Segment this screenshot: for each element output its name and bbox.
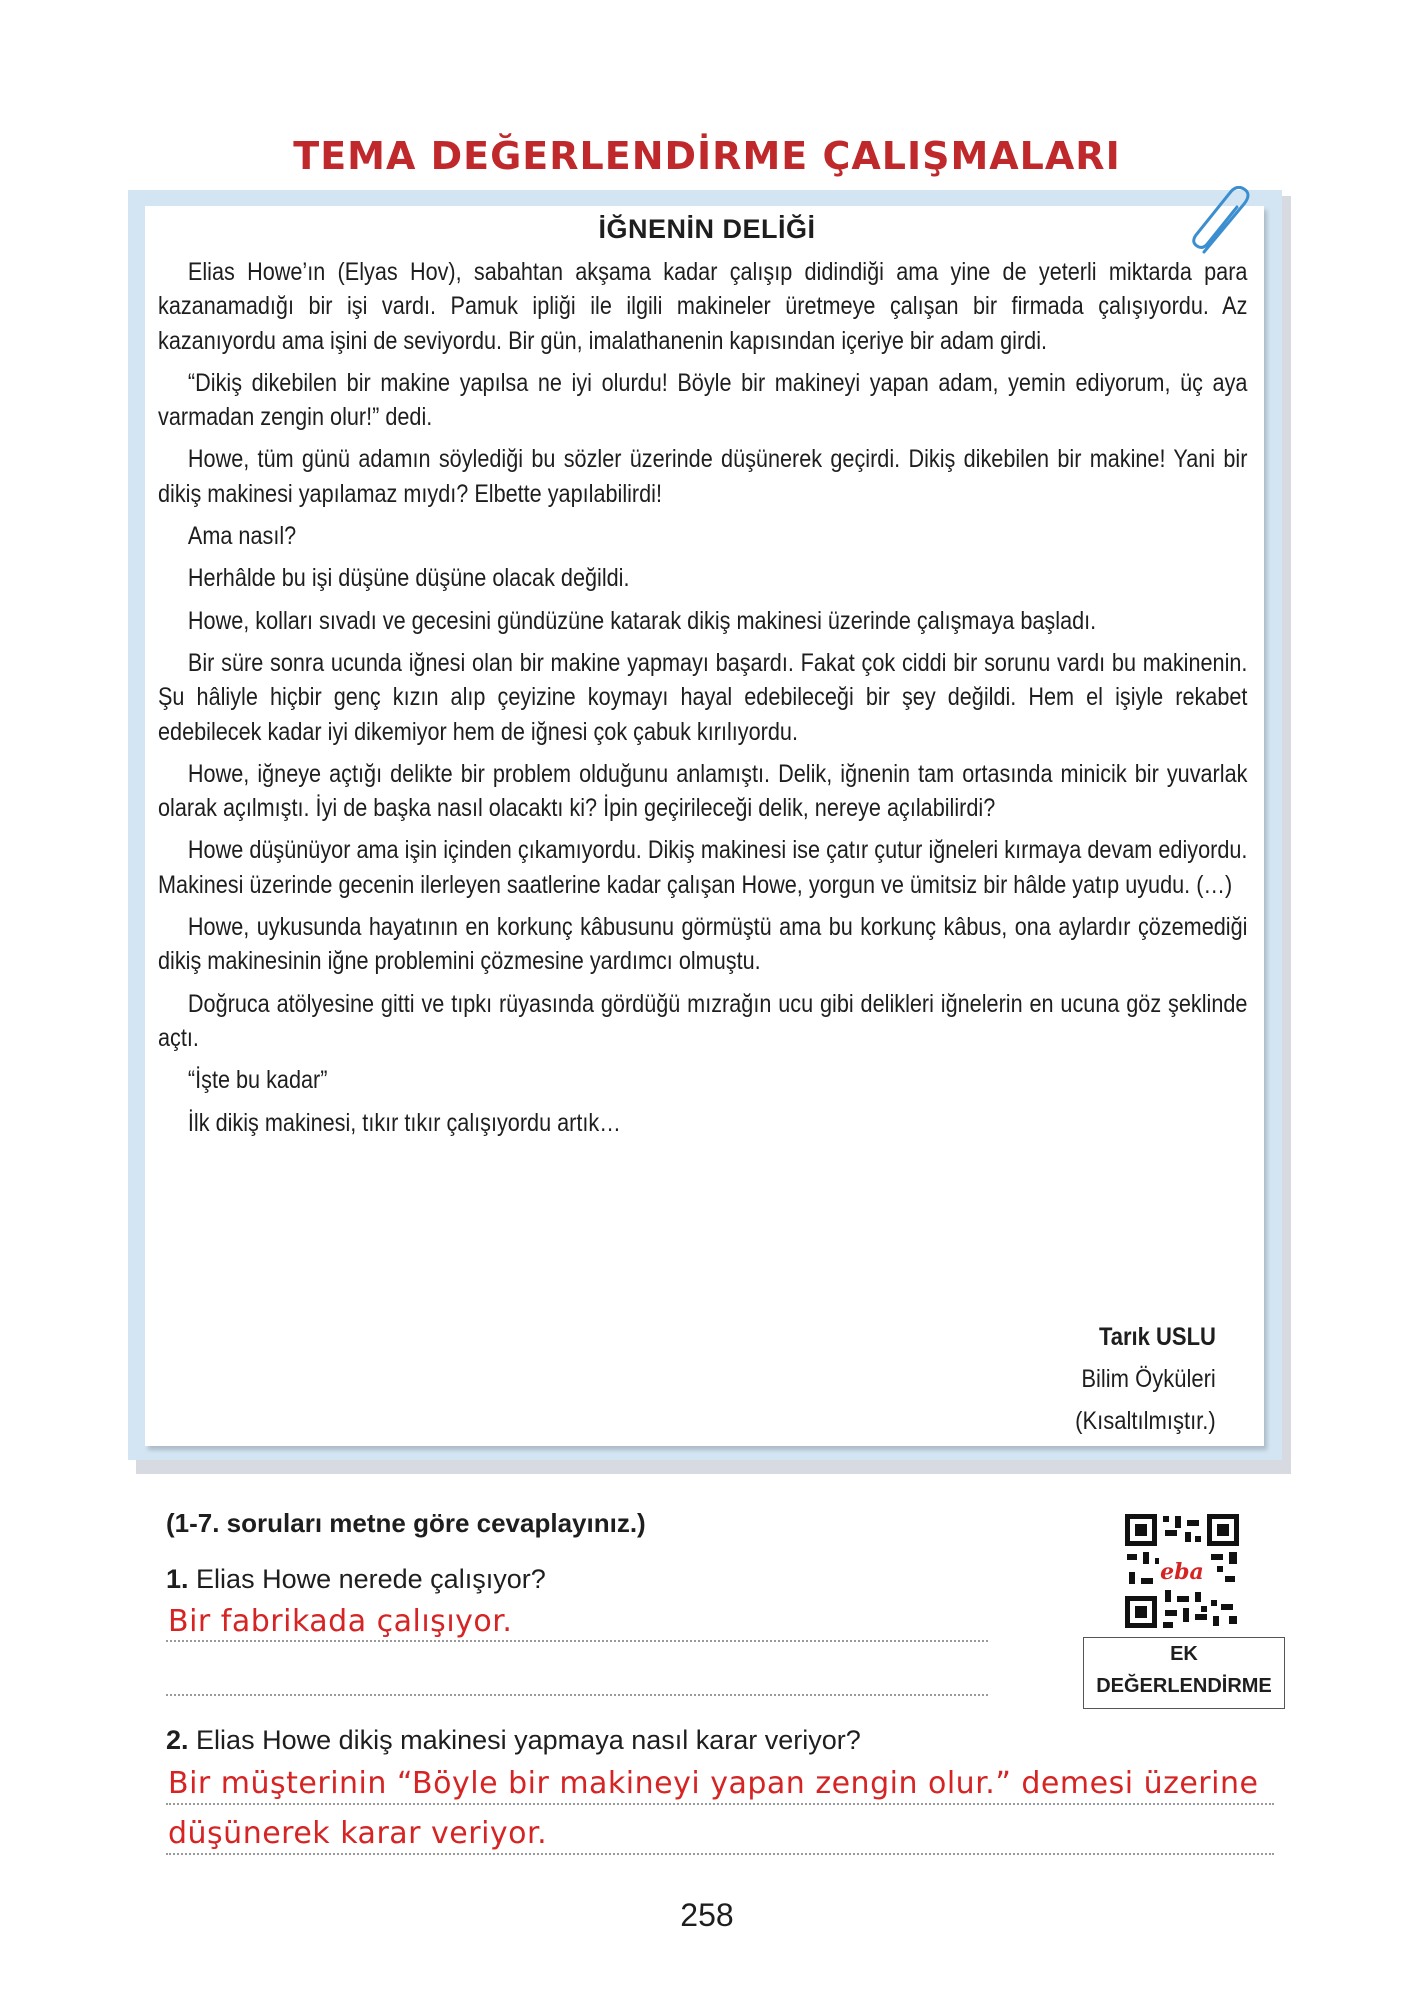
page-title: TEMA DEĞERLENDİRME ÇALIŞMALARI xyxy=(293,134,1121,178)
story-paragraph: “İşte bu kadar” xyxy=(187,1067,328,1095)
ek-box-line-2: DEĞERLENDİRME xyxy=(1096,1675,1272,1697)
story-source: Bilim Öyküleri xyxy=(1081,1365,1216,1393)
story-paragraph: Howe düşünüyor ama işin içinden çıkamıyordu. Dikiş makinesi ise çatır çutur iğneleri kırmaya devam ediyordu. Makinesi üzerinde gecenin ilerleyen saatlerine kadar çalışan Howe, yorgun ve ümitsiz bir hâlde yatıp uyudu. (…) xyxy=(158,837,1248,899)
story-author: Tarık USLU xyxy=(1099,1323,1216,1351)
story-paragraph: Howe, uykusunda hayatının en korkunç kâbusunu görmüştü ama bu korkunç kâbus, ona aylardır çözemediği dikiş makinesinin iğne problemini çözmesine yardımcı olmuştu. xyxy=(158,914,1248,976)
story-body xyxy=(158,256,1248,1149)
question-text: Elias Howe dikiş makinesi yapmaya nasıl karar veriyor? xyxy=(196,1725,861,1755)
story-paragraph: Ama nasıl? xyxy=(187,523,297,551)
answer-1-line-1[interactable]: Bir fabrikada çalışıyor. xyxy=(168,1604,513,1639)
question-2 xyxy=(166,1725,861,1756)
story-paragraph: Herhâlde bu işi düşüne düşüne olacak değildi. xyxy=(187,565,630,593)
story-paragraph: Doğruca atölyesine gitti ve tıpkı rüyasında gördüğü mızrağın ucu gibi delikleri iğnelerin en ucuna göz şeklinde açtı. xyxy=(158,990,1248,1052)
story-title: İĞNENİN DELİĞİ xyxy=(598,214,816,244)
instructions: (1-7. soruları metne göre cevaplayınız.) xyxy=(166,1508,646,1538)
question-number: 1. xyxy=(166,1564,189,1594)
answer-2-line-2[interactable]: düşünerek karar veriyor. xyxy=(168,1816,548,1851)
story-paragraph: Elias Howe’ın (Elyas Hov), sabahtan akşama kadar çalışıp didindiği ama yine de yeterli miktarda para kazanamadığı bir işi vardı. Pamuk ipliği ile ilgili makineler üretmeye çalışan bir firmada çalışıyordu. Az kazanıyordu ama işini de seviyordu. Bir gün, imalathanenin kapısından içeriye bir adam girdi. xyxy=(158,259,1248,355)
answer-line xyxy=(166,1853,1274,1855)
qr-code-icon[interactable] xyxy=(1125,1514,1239,1628)
story-paragraph: Howe, kolları sıvadı ve gecesini gündüzüne katarak dikiş makinesi üzerinde çalışmaya başladı. xyxy=(187,607,1097,635)
story-note: (Kısaltılmıştır.) xyxy=(1075,1407,1216,1435)
ek-degerlendirme-box[interactable] xyxy=(1083,1637,1285,1709)
story-paragraph: Howe, iğneye açtığı delikte bir problem olduğunu anlamıştı. Delik, iğnenin tam ortasında minicik bir yuvarlak olarak açılmıştı. İyi de başka nasıl olacaktı ki? İpin geçirileceği delik, nereye açılabilirdi? xyxy=(158,760,1248,823)
answer-line xyxy=(166,1640,988,1642)
story-paragraph: Howe, tüm günü adamın söylediği bu sözler üzerinde düşünerek geçirdi. Dikiş dikebilen bir makine! Yani bir dikiş makinesi yapılamaz mıydı? Elbette yapılabilirdi! xyxy=(158,446,1248,508)
page-number: 258 xyxy=(680,1897,734,1933)
story-paragraph: İlk dikiş makinesi, tıkır tıkır çalışıyordu artık… xyxy=(187,1109,621,1137)
question-number: 2. xyxy=(166,1725,189,1755)
eba-logo: eba xyxy=(1160,1559,1204,1585)
answer-2-line-1[interactable]: Bir müşterinin “Böyle bir makineyi yapan zengin olur.” demesi üzerine xyxy=(168,1766,1259,1801)
question-1 xyxy=(166,1564,546,1595)
answer-line xyxy=(166,1803,1274,1805)
question-text: Elias Howe nerede çalışıyor? xyxy=(196,1564,546,1594)
ek-box-line-1: EK xyxy=(1170,1643,1198,1665)
story-paragraph: “Dikiş dikebilen bir makine yapılsa ne iyi olurdu! Böyle bir makineyi yapan adam, yemin ediyorum, üç aya varmadan zengin olur!” dedi. xyxy=(158,369,1248,432)
story-paragraph: Bir süre sonra ucunda iğnesi olan bir makine yapmayı başardı. Fakat çok ciddi bir sorunu vardı bu makinenin. Şu hâliyle hiçbir genç kızın alıp çeyizine koymayı hayal edebileceği bir şey değildi. Hem el işiyle rekabet edebilecek kadar iyi dikemiyor hem de iğnesi çok çabuk kırılıyordu. xyxy=(158,649,1248,746)
answer-line xyxy=(166,1694,988,1696)
